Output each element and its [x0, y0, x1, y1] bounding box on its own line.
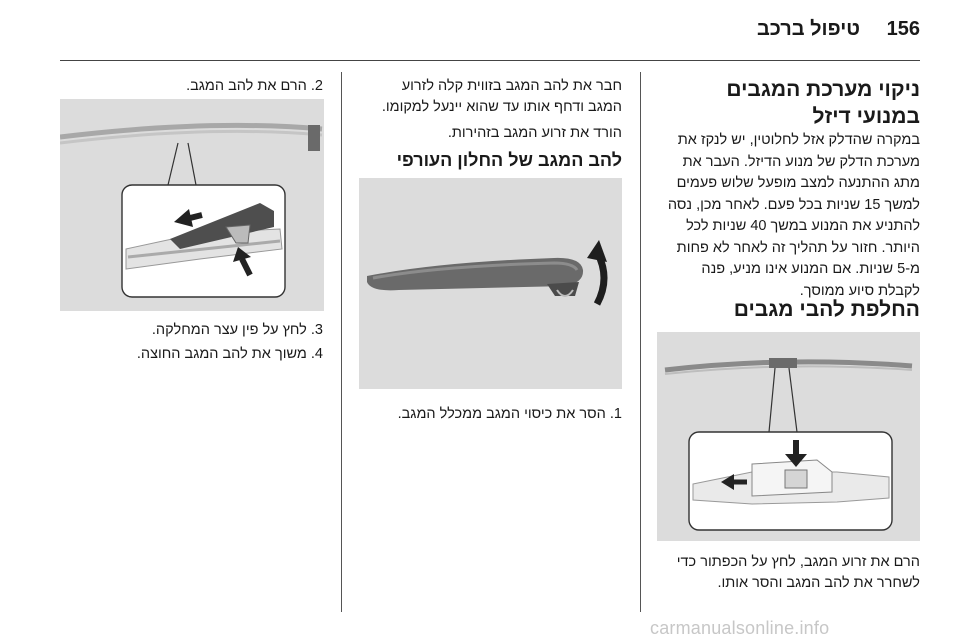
heading-clean-system-line1: ניקוי מערכת המגבים [726, 78, 920, 101]
heading-replace-blades: החלפת להבי מגבים [733, 298, 920, 321]
step-2-lift-blade: 2. הרם את להב המגב. [186, 78, 323, 94]
caption-line: הרם את זרוע המגב, לחץ על הכפתור כדי [676, 554, 920, 570]
paragraph-line: המגב ודחף אותו עד שהוא יינעל למקומו. [381, 99, 622, 115]
column-divider-right [640, 72, 641, 612]
front-wiper-release-illustration [657, 332, 920, 541]
paragraph-line: לקבלת סיוע ממוסך. [799, 282, 920, 299]
header-divider [60, 60, 920, 61]
watermark: carmanualsonline.info [650, 618, 830, 638]
step-1-remove-cover: 1. הסר את כיסוי המגב ממכלל המגב. [397, 406, 622, 422]
step-4-pull-blade: 4. משוך את להב המגב החוצה. [136, 346, 323, 362]
heading-clean-system-line2: במנועי דיזל [812, 105, 920, 128]
paragraph-line: מתג ההתנעה למצב מופעל שלוש פעמים [676, 175, 920, 191]
paragraph-line: במקרה שהדלק אזל לחלוטין, יש לנקז את [677, 132, 920, 148]
rear-wiper-release-illustration [60, 99, 324, 311]
heading-rear-window-blade: להב המגב של החלון העורפי [396, 150, 622, 170]
paragraph-line: למשך 15 שניות בכל פעם. לאחר מכן, נסה [667, 196, 920, 213]
paragraph-line: חבר את להב המגב בזווית קלה לזרוע [401, 78, 622, 94]
paragraph-line: היותר. חזור על תהליך זה לאחר לא פחות [676, 239, 920, 256]
blade-release-caption [642, 552, 920, 594]
paragraph-line: הורד את זרוע המגב בזהירות. [447, 125, 622, 141]
paragraph-line: מערכת הדלק של מנוע הדיזל. העבר את [682, 153, 920, 170]
attach-blade-paragraph [344, 76, 622, 144]
paragraph-line: להתניע את המנוע במשך 40 שניות לכל [686, 218, 920, 234]
page-number: 156 [886, 18, 920, 40]
diesel-paragraph [642, 130, 920, 302]
column-divider-left [341, 72, 342, 612]
section-title: טיפול ברכב [756, 18, 860, 40]
rear-wiper-cover-illustration [359, 178, 622, 389]
step-3-press-pin: 3. לחץ על פין עצר המחלקה. [151, 322, 323, 338]
paragraph-line: מ-5 שניות. אם המנוע אינו מניע, פנה [701, 261, 920, 277]
caption-line: לשחרר את להב המגב והסר אותו. [717, 575, 920, 591]
